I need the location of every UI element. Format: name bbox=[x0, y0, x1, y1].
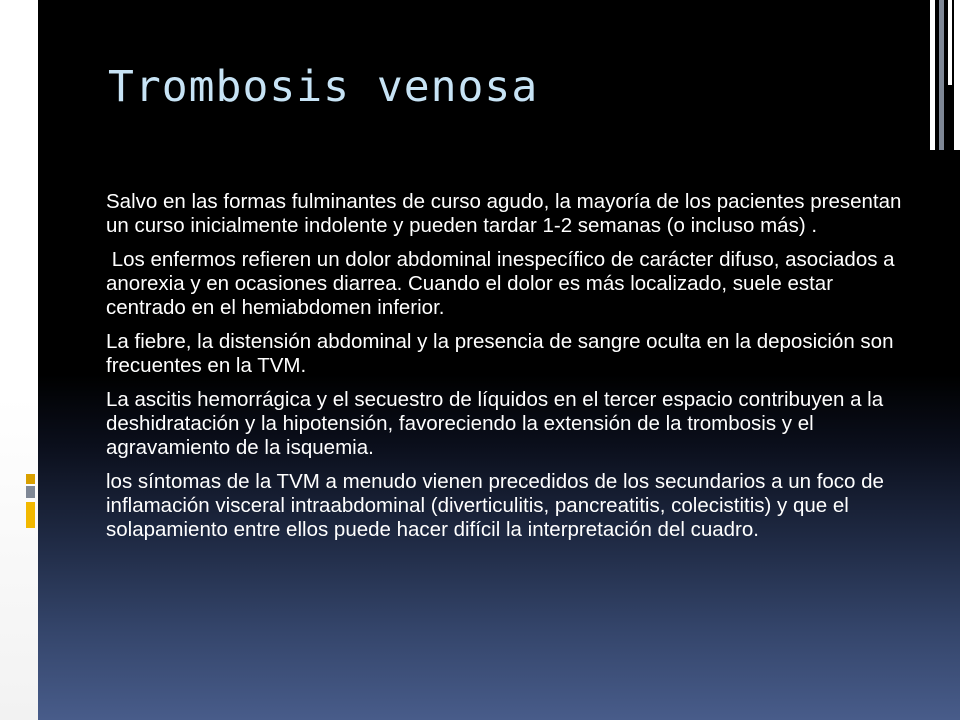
decorative-bar bbox=[954, 0, 960, 150]
decorative-bar bbox=[26, 486, 35, 498]
slide-body bbox=[106, 190, 906, 552]
paragraph: Salvo en las formas fulminantes de curso agudo, la mayoría de los pacientes presentan un curso inicialmente indolente y pueden tardar 1-2 semanas (o incluso más) . bbox=[106, 190, 902, 237]
decorative-bar bbox=[26, 474, 35, 484]
slide-title: Trombosis venosa bbox=[108, 62, 539, 112]
paragraph: Los enfermos refieren un dolor abdominal inespecífico de carácter difuso, asociados a anorexia y en ocasiones diarrea. Cuando el dolor es más localizado, suele estar centrado en el hemiabdomen inferior. bbox=[106, 248, 901, 319]
paragraph: La fiebre, la distensión abdominal y la presencia de sangre oculta en la deposición son frecuentes en la TVM. bbox=[106, 330, 894, 377]
paragraph: La ascitis hemorrágica y el secuestro de líquidos en el tercer espacio contribuyen a la deshidratación y la hipotensión, favoreciendo la extensión de la trombosis y el agravamiento de la isquemia. bbox=[106, 388, 884, 459]
left-white-strip bbox=[0, 0, 38, 720]
decorative-bar bbox=[930, 0, 935, 150]
decorative-bar bbox=[939, 0, 944, 150]
decorative-bar bbox=[26, 502, 35, 528]
paragraph: los síntomas de la TVM a menudo vienen precedidos de los secundarios a un foco de inflamación visceral intraabdominal (diverticulitis, pancreatitis, colecistitis) y que el solapamiento entre ellos puede hacer difícil la interpretación del cuadro. bbox=[106, 470, 884, 541]
decorative-bar bbox=[948, 0, 952, 85]
